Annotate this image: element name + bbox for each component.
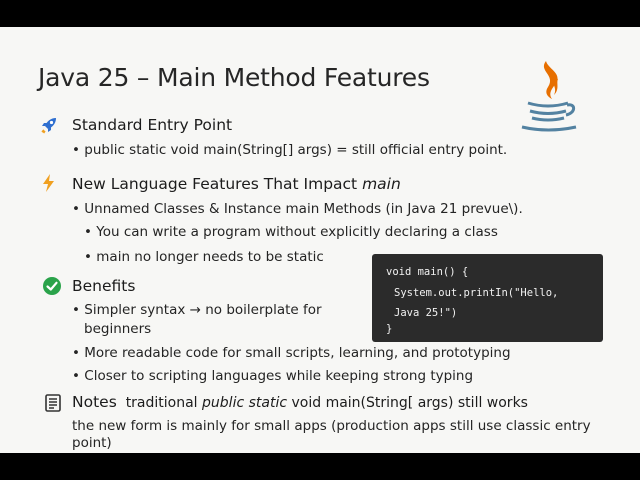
section-heading-language-features bbox=[72, 175, 401, 193]
notes-emphasis: public static bbox=[202, 395, 288, 411]
sub-bullet: • main no longer needs to be static bbox=[84, 249, 324, 265]
notes-line-1 bbox=[72, 393, 528, 411]
slide bbox=[0, 27, 640, 453]
bullet-text: You can write a program without explicitly declaring a class bbox=[96, 224, 498, 240]
bullet-simpler-syntax: • Simpler syntax → no boilerplate for bbox=[72, 302, 322, 318]
slide-title: Java 25 – Main Method Features bbox=[38, 63, 430, 92]
bullet-text: More readable code for small scripts, learning, and prototyping bbox=[84, 345, 511, 361]
bullet-text: Simpler syntax → no boilerplate for bbox=[84, 302, 322, 318]
check-circle-icon bbox=[42, 276, 62, 296]
code-line: void main() { bbox=[386, 266, 469, 278]
code-line: System.out.printIn("Hello, bbox=[394, 287, 559, 299]
bullet-text: Closer to scripting languages while keeping strong typing bbox=[84, 368, 474, 384]
heading-emphasis: main bbox=[362, 175, 401, 193]
notes-line-2: the new form is mainly for small apps (production apps still use classic entry bbox=[72, 418, 591, 434]
notes-line-3: point) bbox=[72, 435, 112, 451]
heading-text: New Language Features That Impact bbox=[72, 175, 363, 193]
bullet-entry-point: • public static void main(String[] args) = still official entry point. bbox=[72, 142, 508, 158]
bullet-text: main no longer needs to be static bbox=[96, 249, 324, 265]
bullet-continuation: beginners bbox=[84, 321, 152, 337]
section-heading-benefits: Benefits bbox=[72, 277, 136, 295]
section-heading-entry-point: Standard Entry Point bbox=[72, 116, 233, 134]
document-icon bbox=[43, 393, 63, 413]
bullet-text: public static void main(String[] args) = still official entry point. bbox=[84, 142, 508, 158]
bullet-scripting: • Closer to scripting languages while keeping strong typing bbox=[72, 368, 474, 384]
section-heading-notes: Notes bbox=[72, 393, 117, 411]
notes-text: traditional bbox=[125, 395, 203, 411]
code-snippet bbox=[372, 254, 603, 342]
bullet-readable-code: • More readable code for small scripts, learning, and prototyping bbox=[72, 345, 511, 361]
code-line: Java 25!") bbox=[394, 307, 458, 319]
notes-text: void main(String[ args) still works bbox=[287, 395, 528, 411]
rocket-icon bbox=[39, 115, 59, 135]
bullet-unnamed-classes: • Unnamed Classes & Instance main Methods (in Java 21 prevue\). bbox=[72, 201, 523, 217]
java-coffee-cup-logo bbox=[518, 57, 580, 137]
bullet-text: Unnamed Classes & Instance main Methods (in Java 21 prevue\). bbox=[84, 201, 523, 217]
sub-bullet: • You can write a program without explicitly declaring a class bbox=[84, 224, 498, 240]
lightning-icon bbox=[39, 173, 59, 193]
code-line: } bbox=[386, 323, 393, 335]
